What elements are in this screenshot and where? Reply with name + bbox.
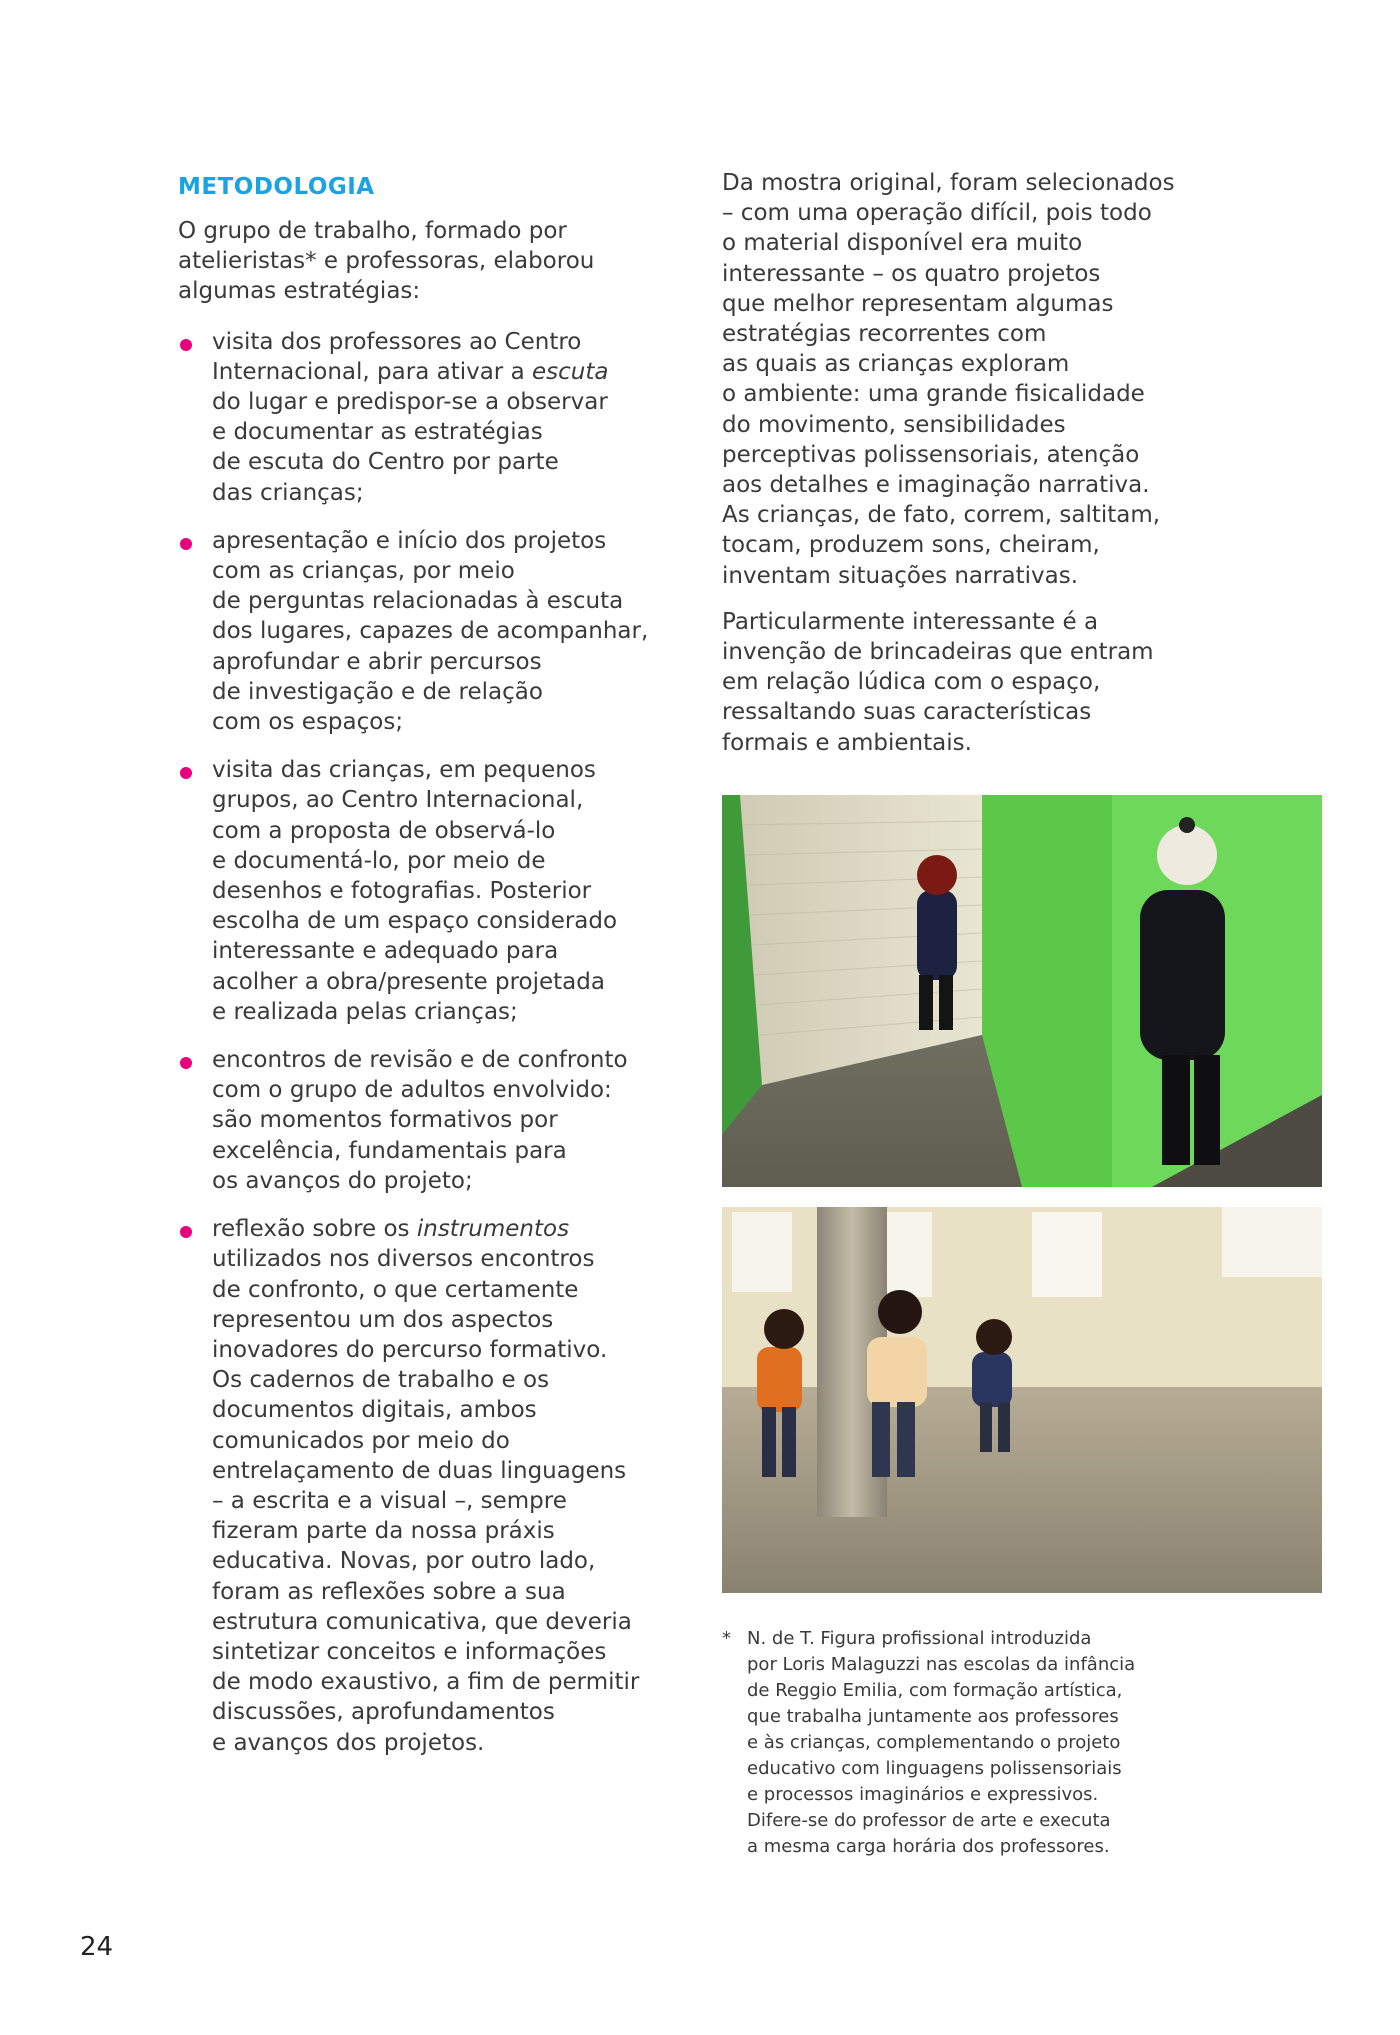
bullet-icon — [180, 538, 192, 550]
footnote-text: N. de T. Figura profissional introduzida por Loris Malaguzzi nas escolas da infância de Reggio Emilia, com formação artística, que trabalha juntamente aos professores e às crianças, complementando o projeto educativo com linguagens polissensoriais e processos imaginários e expressivos. Difere-se do professor de arte e executa a mesma carga horária dos professores. — [747, 1628, 1136, 1857]
photo-children-column — [722, 1207, 1322, 1593]
right-paragraph-1: Da mostra original, foram selecionados – com uma operação difícil, pois todo o material disponível era muito interessante – os quatro projetos que melhor representam algumas estratégias recorrentes com as quais as crianças exploram o ambiente: uma grande fisicalidade do movimento, sensibilidades perceptivas polissensoriais, atenção aos detalhes e imaginação narrativa. As crianças, de fato, correm, saltitam, tocam, produzem sons, cheiram, inventam situações narrativas. — [722, 170, 1175, 589]
list-item-text: reflexão sobre os instrumentos utilizados nos diversos encontros de confronto, o que certamente representou um dos aspectos inovadores do percurso formativo. Os cadernos de trabalho e os documentos digitais, ambos comunicados por meio do entrelaçamento de duas linguagens – a escrita e a visual –, sempre fizeram parte da nossa práxis educativa. Novas, por outro lado, foram as reflexões sobre a sua estrutura comunicativa, que deveria sintetizar conceitos e informações de modo exaustivo, a fim de permitir discussões, aprofundamentos e avanços dos projetos. — [212, 1216, 640, 1756]
bullet-icon — [180, 1057, 192, 1069]
bullet-icon — [180, 1226, 192, 1238]
right-column — [722, 168, 1322, 774]
photo-children-green-wall — [722, 795, 1322, 1187]
list-item — [178, 1045, 678, 1196]
list-item — [178, 526, 678, 737]
photo-children-green-wall-image — [722, 795, 1322, 1187]
list-item — [178, 327, 678, 508]
photo-children-column-image — [722, 1207, 1322, 1593]
intro-paragraph: O grupo de trabalho, formado por atelieristas* e professoras, elaborou algumas estratégias: — [178, 218, 595, 305]
strategy-list — [178, 327, 678, 1758]
list-item — [178, 755, 678, 1027]
right-paragraph-2: Particularmente interessante é a invenção de brincadeiras que entram em relação lúdica com o espaço, ressaltando suas características formais e ambientais. — [722, 608, 1154, 756]
bullet-icon — [180, 339, 192, 351]
list-item-text: encontros de revisão e de confronto com o grupo de adultos envolvido: são momentos formativos por excelência, fundamentais para os avanços do projeto; — [212, 1047, 628, 1194]
bullet-icon — [180, 767, 192, 779]
footnote — [722, 1626, 1202, 1860]
page-number: 24 — [80, 1932, 114, 1962]
footnote-marker: * — [722, 1628, 731, 1649]
list-item — [178, 1214, 678, 1758]
section-heading: METODOLOGIA — [178, 174, 375, 200]
left-column — [178, 168, 678, 1776]
list-item-text: apresentação e início dos projetos com as crianças, por meio de perguntas relacionadas à escuta dos lugares, capazes de acompanhar, aprofundar e abrir percursos de investigação e de relação com os espaços; — [212, 527, 649, 736]
list-item-text: visita dos professores ao Centro Internacional, para ativar a escuta do lugar e predispor-se a observar e documentar as estratégias de escuta do Centro por parte das crianças; — [212, 328, 609, 506]
list-item-text: visita das crianças, em pequenos grupos, ao Centro Internacional, com a proposta de observá-lo e documentá-lo, por meio de desenhos e fotografias. Posterior escolha de um espaço considerado interessante e adequado para acolher a obra/presente projetada e realizada pelas crianças; — [212, 757, 618, 1025]
